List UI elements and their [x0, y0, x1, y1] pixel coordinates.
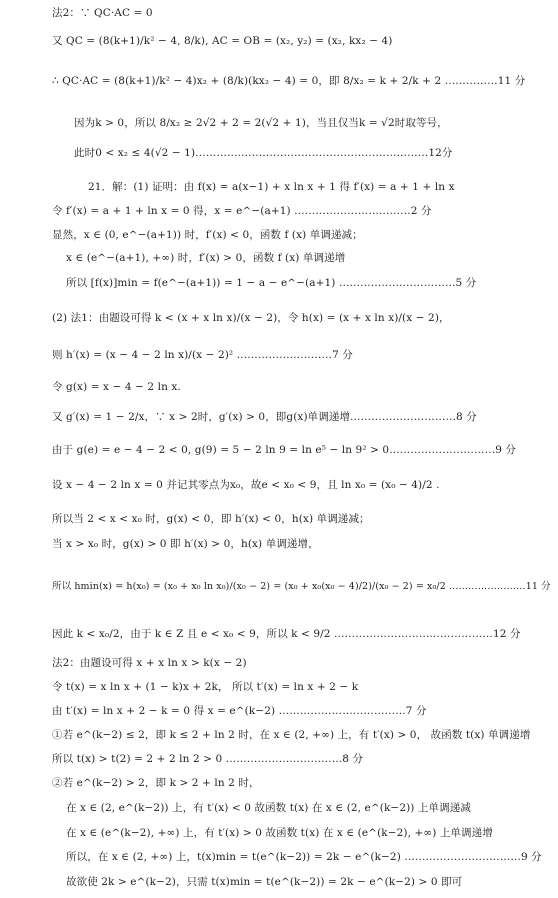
text-line: 令 g(x) = x − 4 − 2 ln x. — [52, 381, 181, 393]
text-line: 当 x > x₀ 时，g(x) > 0 即 h′(x) > 0，h(x) 单调递增， — [52, 538, 319, 550]
text-line: 所以 t(x) > t(2) = 2 + 2 ln 2 > 0 ……………………………8 分 — [52, 753, 364, 765]
text-line: ②若 e^(k−2) > 2，即 k > 2 + ln 2 时， — [52, 777, 260, 789]
text-line: 所以 hmin(x) = h(x₀) = (x₀ + x₀ ln x₀)/(x₀ − 2) = (x₀ + x₀(x₀ − 4)/2)/(x₀ − 2) = x₀/2 ……………………11 分 — [52, 581, 551, 592]
text-line: 由于 g(e) = e − 4 − 2 < 0, g(9) = 5 − 2 ln 9 = ln e⁵ − ln 9² > 0…………………………9 分 — [52, 444, 517, 456]
text-line: 所以 [f(x)]min = f(e^−(a+1)) = 1 − a − e^−(a+1) ……………………………5 分 — [66, 277, 477, 289]
text-line: ∴ QC·AC = (8(k+1)/k² − 4)x₂ + (8/k)(kx₂ − 4) = 0，即 8/x₂ = k + 2/k + 2 ……………11 分 — [52, 75, 526, 87]
text-line: 此时0 < x₂ ≤ 4(√2 − 1)…………………………………………………………12分 — [74, 147, 453, 159]
text-line: 令 t(x) = x ln x + (1 − k)x + 2k， 所以 t′(x) = ln x + 2 − k — [52, 681, 359, 693]
text-line: x ∈ (e^−(a+1), +∞) 时，f′(x) > 0，函数 f (x) 单调递增 — [66, 252, 346, 264]
text-line: 又 QC = (8(k+1)/k² − 4, 8/k), AC = OB = (x₂, y₂) = (x₂, kx₂ − 4) — [52, 35, 393, 47]
text-line: 则 h′(x) = (x − 4 − 2 ln x)/(x − 2)² ………………………7 分 — [52, 349, 353, 361]
text-line: 因为k > 0，所以 8/x₂ ≥ 2√2 + 2 = 2(√2 + 1)，当且仅当k = √2时取等号， — [74, 117, 448, 129]
text-line: 法2：∵ QC·AC = 0 — [52, 7, 153, 19]
text-line: 因此 k < x₀/2，由于 k ∈ Z 且 e < x₀ < 9，所以 k < 9/2 ………………………………………12 分 — [52, 628, 521, 640]
text-line: 由 t′(x) = ln x + 2 − k = 0 得 x = e^(k−2) ………………………………7 分 — [52, 705, 427, 717]
text-line: 显然，x ∈ (0, e^−(a+1)) 时，f′(x) < 0，函数 f (x) 单调递减； — [52, 229, 363, 241]
text-line: 令 f′(x) = a + 1 + ln x = 0 得，x = e^−(a+1) ……………………………2 分 — [52, 205, 432, 217]
text-line: 在 x ∈ (e^(k−2), +∞) 上，有 t′(x) > 0 故函数 t(x) 在 x ∈ (e^(k−2), +∞) 上单调递增 — [66, 827, 493, 839]
text-line: 在 x ∈ (2, e^(k−2)) 上，有 t′(x) < 0 故函数 t(x) 在 x ∈ (2, e^(k−2)) 上单调递减 — [66, 802, 471, 814]
text-line: ①若 e^(k−2) ≤ 2，即 k ≤ 2 + ln 2 时，在 x ∈ (2, +∞) 上，有 t′(x) > 0， 故函数 t(x) 单调递增 — [52, 729, 531, 741]
text-line: 法2：由题设可得 x + x ln x > k(x − 2) — [52, 657, 247, 669]
text-line: 所以，在 x ∈ (2, +∞) 上，t(x)min = t(e^(k−2)) = 2k − e^(k−2) ……………………………9 分 — [66, 851, 542, 863]
text-line: 所以当 2 < x < x₀ 时，g(x) < 0，即 h′(x) < 0，h(x) 单调递减； — [52, 513, 370, 525]
text-line: 故欲使 2k > e^(k−2)，只需 t(x)min = t(e^(k−2)) = 2k − e^(k−2) > 0 即可 — [66, 876, 463, 888]
text-line: 21．解：(1) 证明：由 f(x) = a(x−1) + x ln x + 1 得 f′(x) = a + 1 + ln x — [88, 181, 455, 193]
text-line: (2) 法1：由题设可得 k < (x + x ln x)/(x − 2)，令 h(x) = (x + x ln x)/(x − 2)， — [52, 312, 450, 324]
text-line: 又 g′(x) = 1 − 2/x，∵ x > 2时，g′(x) > 0，即g(x)单调递增…………………………8 分 — [52, 411, 477, 423]
text-line: 设 x − 4 − 2 ln x = 0 并记其零点为x₀，故e < x₀ < 9，且 ln x₀ = (x₀ − 4)/2 . — [52, 479, 440, 491]
